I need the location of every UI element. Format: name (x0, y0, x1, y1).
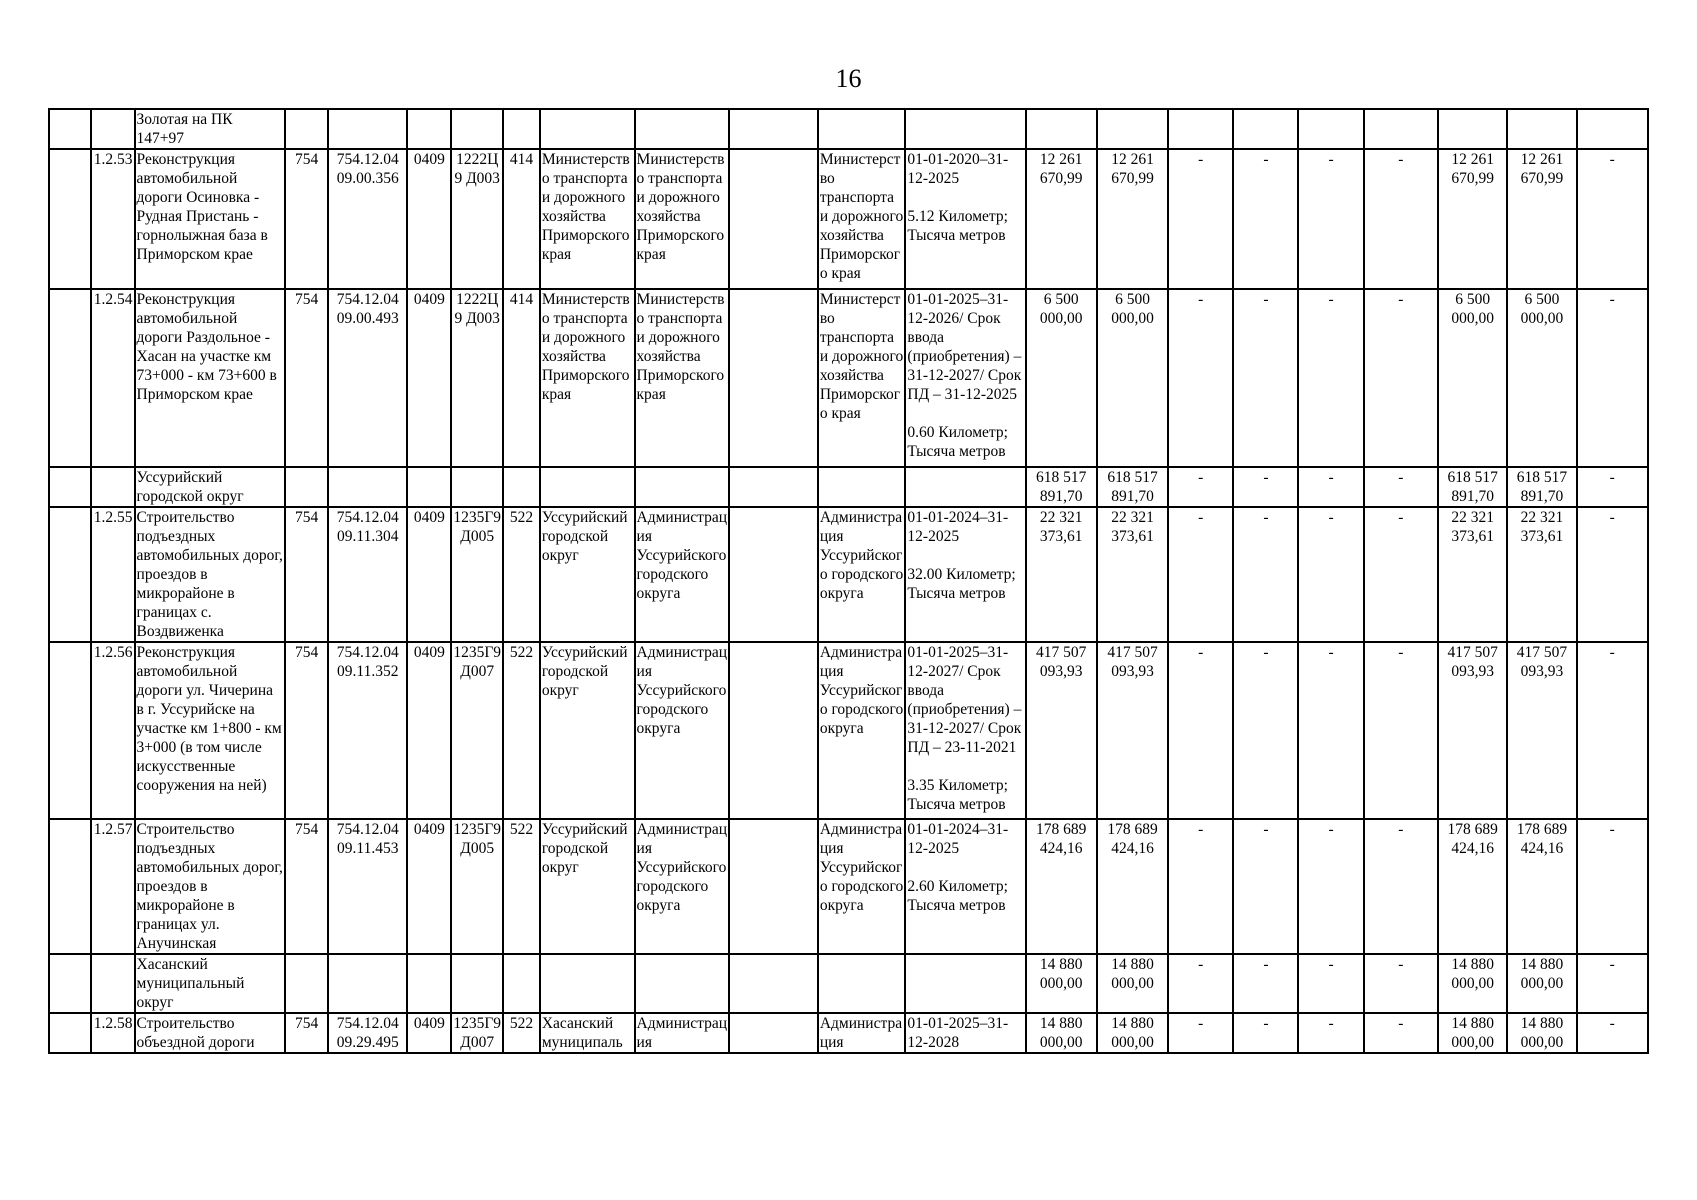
developer-cell (729, 149, 818, 289)
other-funds-cell: - (1577, 507, 1649, 642)
target-article-cell (451, 109, 503, 149)
object-code-cell: 754.12.04 09.00.493 (328, 289, 407, 467)
regional-funds-cell: 618 517 891,70 (1507, 467, 1576, 507)
object-code-cell (328, 109, 407, 149)
regional-funds-cell: 12 261 670,99 (1507, 149, 1576, 289)
recipient-cell (540, 467, 635, 507)
section-code-cell: 0409 (407, 642, 451, 819)
period-capacity-cell: 01-01-2020–31-12-2025 5.12 Километр; Тысяча метров (905, 149, 1025, 289)
federal-funds-cell: 178 689 424,16 (1438, 819, 1507, 954)
blank-col-cell (49, 819, 91, 954)
recipient-cell (540, 109, 635, 149)
period-capacity-cell (905, 467, 1025, 507)
grbs-code-cell: 754 (285, 1013, 328, 1053)
budget-limit-cell: 12 261 670,99 (1097, 149, 1168, 289)
customer-cell (635, 467, 730, 507)
budget-limit-cell (1097, 109, 1168, 149)
developer-cell (729, 819, 818, 954)
other-funds-cell: - (1577, 642, 1649, 819)
blank-col-cell (49, 109, 91, 149)
customer-cell (635, 109, 730, 149)
year-2027-cell: - (1364, 507, 1438, 642)
customer-cell (635, 954, 730, 1013)
year-2024-cell: - (1168, 289, 1233, 467)
owner-cell: Администрация Уссурийского городского округа (818, 507, 906, 642)
year-2024-cell: - (1168, 467, 1233, 507)
blank-col-cell (49, 289, 91, 467)
federal-funds-cell: 417 507 093,93 (1438, 642, 1507, 819)
section-code-cell (407, 954, 451, 1013)
target-article-cell: 1222Ц9 Д003 (451, 149, 503, 289)
year-2026-cell: - (1298, 467, 1363, 507)
grbs-code-cell (285, 109, 328, 149)
year-2025-cell: - (1233, 642, 1298, 819)
table-row (49, 642, 1648, 819)
item-number-cell: 1.2.53 (91, 149, 135, 289)
year-2026-cell: - (1298, 507, 1363, 642)
object-name-cell: Реконструкция автомобильной дороги Осиновка - Рудная Пристань - горнолыжная база в Приморском крае (135, 149, 286, 289)
year-2025-cell: - (1233, 149, 1298, 289)
object-code-cell: 754.12.04 09.29.495 (328, 1013, 407, 1053)
year-2024-cell: - (1168, 642, 1233, 819)
section-code-cell: 0409 (407, 149, 451, 289)
item-number-cell (91, 954, 135, 1013)
item-number-cell: 1.2.56 (91, 642, 135, 819)
table-row (49, 149, 1648, 289)
object-name-cell: Уссурийский городской округ (135, 467, 286, 507)
customer-cell: Министерство транспорта и дорожного хозяйства Приморского края (635, 149, 730, 289)
regional-funds-cell: 178 689 424,16 (1507, 819, 1576, 954)
expense-type-cell: 522 (503, 642, 540, 819)
year-2024-cell (1168, 109, 1233, 149)
customer-cell: Администрация Уссурийского городского округа (635, 642, 730, 819)
target-article-cell (451, 954, 503, 1013)
year-2025-cell: - (1233, 819, 1298, 954)
owner-cell: Администрация Уссурийского городского округа (818, 642, 906, 819)
item-number-cell (91, 109, 135, 149)
year-2025-cell: - (1233, 507, 1298, 642)
owner-cell: Администрация (818, 1013, 906, 1053)
year-2025-cell: - (1233, 954, 1298, 1013)
year-2027-cell: - (1364, 289, 1438, 467)
table-row (49, 954, 1648, 1013)
grbs-code-cell (285, 954, 328, 1013)
budget-limit-cell: 22 321 373,61 (1097, 507, 1168, 642)
blank-col-cell (49, 507, 91, 642)
year-2027-cell: - (1364, 954, 1438, 1013)
total-cost-cell: 22 321 373,61 (1026, 507, 1097, 642)
recipient-cell: Министерство транспорта и дорожного хозяйства Приморского края (540, 149, 635, 289)
section-code-cell: 0409 (407, 1013, 451, 1053)
recipient-cell: Хасанский муниципаль (540, 1013, 635, 1053)
other-funds-cell: - (1577, 954, 1649, 1013)
item-number-cell: 1.2.58 (91, 1013, 135, 1053)
blank-col-cell (49, 149, 91, 289)
item-number-cell: 1.2.55 (91, 507, 135, 642)
object-code-cell (328, 954, 407, 1013)
expense-type-cell: 522 (503, 507, 540, 642)
year-2024-cell: - (1168, 149, 1233, 289)
table-row (49, 109, 1648, 149)
developer-cell (729, 642, 818, 819)
period-capacity-cell (905, 954, 1025, 1013)
blank-col-cell (49, 467, 91, 507)
budget-limit-cell: 618 517 891,70 (1097, 467, 1168, 507)
object-name-cell: Строительство подъездных автомобильных дорог, проездов в микрорайоне в границах ул. Анучинская (135, 819, 286, 954)
object-code-cell: 754.12.04 09.11.352 (328, 642, 407, 819)
other-funds-cell: - (1577, 149, 1649, 289)
federal-funds-cell: 14 880 000,00 (1438, 954, 1507, 1013)
expense-type-cell: 522 (503, 819, 540, 954)
year-2024-cell: - (1168, 819, 1233, 954)
section-code-cell (407, 109, 451, 149)
recipient-cell: Уссурийский городской округ (540, 507, 635, 642)
regional-funds-cell: 6 500 000,00 (1507, 289, 1576, 467)
grbs-code-cell (285, 467, 328, 507)
year-2027-cell: - (1364, 467, 1438, 507)
blank-col-cell (49, 954, 91, 1013)
object-name-cell: Хасанский муниципальный округ (135, 954, 286, 1013)
period-capacity-cell: 01-01-2024–31-12-2025 32.00 Километр; Тысяча метров (905, 507, 1025, 642)
owner-cell (818, 109, 906, 149)
budget-limit-cell: 6 500 000,00 (1097, 289, 1168, 467)
budget-limit-cell: 417 507 093,93 (1097, 642, 1168, 819)
federal-funds-cell (1438, 109, 1507, 149)
target-article-cell (451, 467, 503, 507)
year-2027-cell: - (1364, 642, 1438, 819)
section-code-cell: 0409 (407, 819, 451, 954)
federal-funds-cell: 618 517 891,70 (1438, 467, 1507, 507)
target-article-cell: 1235Г9 Д007 (451, 642, 503, 819)
federal-funds-cell: 14 880 000,00 (1438, 1013, 1507, 1053)
federal-funds-cell: 22 321 373,61 (1438, 507, 1507, 642)
developer-cell (729, 109, 818, 149)
developer-cell (729, 1013, 818, 1053)
other-funds-cell: - (1577, 1013, 1649, 1053)
other-funds-cell: - (1577, 289, 1649, 467)
regional-funds-cell: 417 507 093,93 (1507, 642, 1576, 819)
table-row (49, 467, 1648, 507)
other-funds-cell: - (1577, 819, 1649, 954)
expense-type-cell: 414 (503, 149, 540, 289)
object-name-cell: Реконструкция автомобильной дороги ул. Чичерина в г. Уссурийске на участке км 1+800 - км 3+000 (в том числе искусственные сооружения на ней) (135, 642, 286, 819)
regional-funds-cell: 14 880 000,00 (1507, 954, 1576, 1013)
grbs-code-cell: 754 (285, 289, 328, 467)
year-2026-cell: - (1298, 954, 1363, 1013)
other-funds-cell: - (1577, 467, 1649, 507)
grbs-code-cell: 754 (285, 819, 328, 954)
total-cost-cell: 12 261 670,99 (1026, 149, 1097, 289)
year-2024-cell: - (1168, 1013, 1233, 1053)
object-code-cell: 754.12.04 09.11.453 (328, 819, 407, 954)
developer-cell (729, 467, 818, 507)
year-2026-cell: - (1298, 819, 1363, 954)
year-2025-cell: - (1233, 467, 1298, 507)
budget-limit-cell: 178 689 424,16 (1097, 819, 1168, 954)
blank-col-cell (49, 642, 91, 819)
period-capacity-cell: 01-01-2025–31-12-2028 (905, 1013, 1025, 1053)
owner-cell: Министерство транспорта и дорожного хозяйства Приморского края (818, 149, 906, 289)
year-2026-cell: - (1298, 1013, 1363, 1053)
year-2027-cell (1364, 109, 1438, 149)
grbs-code-cell: 754 (285, 642, 328, 819)
developer-cell (729, 954, 818, 1013)
object-name-cell: Золотая на ПК 147+97 (135, 109, 286, 149)
year-2025-cell: - (1233, 1013, 1298, 1053)
item-number-cell: 1.2.57 (91, 819, 135, 954)
total-cost-cell: 618 517 891,70 (1026, 467, 1097, 507)
section-code-cell (407, 467, 451, 507)
owner-cell (818, 954, 906, 1013)
owner-cell: Министерство транспорта и дорожного хозяйства Приморского края (818, 289, 906, 467)
page-number: 16 (835, 64, 862, 93)
object-code-cell: 754.12.04 09.11.304 (328, 507, 407, 642)
customer-cell: Администрация (635, 1013, 730, 1053)
developer-cell (729, 507, 818, 642)
object-name-cell: Строительство объездной дороги (135, 1013, 286, 1053)
object-name-cell: Строительство подъездных автомобильных дорог, проездов в микрорайоне в границах с. Воздвиженка (135, 507, 286, 642)
year-2024-cell: - (1168, 507, 1233, 642)
developer-cell (729, 289, 818, 467)
year-2027-cell: - (1364, 1013, 1438, 1053)
total-cost-cell (1026, 109, 1097, 149)
other-funds-cell (1577, 109, 1649, 149)
budget-limit-cell: 14 880 000,00 (1097, 1013, 1168, 1053)
section-code-cell: 0409 (407, 289, 451, 467)
total-cost-cell: 417 507 093,93 (1026, 642, 1097, 819)
table-row (49, 1013, 1648, 1053)
total-cost-cell: 14 880 000,00 (1026, 1013, 1097, 1053)
period-capacity-cell: 01-01-2024–31-12-2025 2.60 Километр; Тысяча метров (905, 819, 1025, 954)
year-2026-cell: - (1298, 289, 1363, 467)
period-capacity-cell: 01-01-2025–31-12-2026/ Срок ввода (приобретения) – 31-12-2027/ Срок ПД – 31-12-2025 0.60 Километр; Тысяча метров (905, 289, 1025, 467)
year-2027-cell: - (1364, 819, 1438, 954)
customer-cell: Министерство транспорта и дорожного хозяйства Приморского края (635, 289, 730, 467)
year-2026-cell: - (1298, 149, 1363, 289)
federal-funds-cell: 6 500 000,00 (1438, 289, 1507, 467)
recipient-cell: Уссурийский городской округ (540, 642, 635, 819)
customer-cell: Администрация Уссурийского городского округа (635, 507, 730, 642)
program-objects-table (48, 108, 1649, 1054)
owner-cell (818, 467, 906, 507)
recipient-cell: Уссурийский городской округ (540, 819, 635, 954)
expense-type-cell (503, 109, 540, 149)
expense-type-cell: 522 (503, 1013, 540, 1053)
expense-type-cell (503, 467, 540, 507)
target-article-cell: 1235Г9 Д005 (451, 819, 503, 954)
recipient-cell (540, 954, 635, 1013)
total-cost-cell: 14 880 000,00 (1026, 954, 1097, 1013)
item-number-cell: 1.2.54 (91, 289, 135, 467)
year-2024-cell: - (1168, 954, 1233, 1013)
customer-cell: Администрация Уссурийского городского округа (635, 819, 730, 954)
total-cost-cell: 6 500 000,00 (1026, 289, 1097, 467)
year-2026-cell: - (1298, 642, 1363, 819)
recipient-cell: Министерство транспорта и дорожного хозяйства Приморского края (540, 289, 635, 467)
total-cost-cell: 178 689 424,16 (1026, 819, 1097, 954)
regional-funds-cell: 14 880 000,00 (1507, 1013, 1576, 1053)
period-capacity-cell: 01-01-2025–31-12-2027/ Срок ввода (приобретения) – 31-12-2027/ Срок ПД – 23-11-2021 3.35 Километр; Тысяча метров (905, 642, 1025, 819)
budget-limit-cell: 14 880 000,00 (1097, 954, 1168, 1013)
table-row (49, 819, 1648, 954)
year-2027-cell: - (1364, 149, 1438, 289)
target-article-cell: 1235Г9 Д007 (451, 1013, 503, 1053)
year-2025-cell: - (1233, 289, 1298, 467)
period-capacity-cell (905, 109, 1025, 149)
federal-funds-cell: 12 261 670,99 (1438, 149, 1507, 289)
grbs-code-cell: 754 (285, 507, 328, 642)
blank-col-cell (49, 1013, 91, 1053)
target-article-cell: 1235Г9 Д005 (451, 507, 503, 642)
expense-type-cell: 414 (503, 289, 540, 467)
section-code-cell: 0409 (407, 507, 451, 642)
table-row (49, 289, 1648, 467)
owner-cell: Администрация Уссурийского городского округа (818, 819, 906, 954)
grbs-code-cell: 754 (285, 149, 328, 289)
year-2026-cell (1298, 109, 1363, 149)
item-number-cell (91, 467, 135, 507)
object-name-cell: Реконструкция автомобильной дороги Раздольное - Хасан на участке км 73+000 - км 73+600 в Приморском крае (135, 289, 286, 467)
object-code-cell (328, 467, 407, 507)
regional-funds-cell: 22 321 373,61 (1507, 507, 1576, 642)
year-2025-cell (1233, 109, 1298, 149)
expense-type-cell (503, 954, 540, 1013)
object-code-cell: 754.12.04 09.00.356 (328, 149, 407, 289)
target-article-cell: 1222Ц9 Д003 (451, 289, 503, 467)
regional-funds-cell (1507, 109, 1576, 149)
table-row (49, 507, 1648, 642)
